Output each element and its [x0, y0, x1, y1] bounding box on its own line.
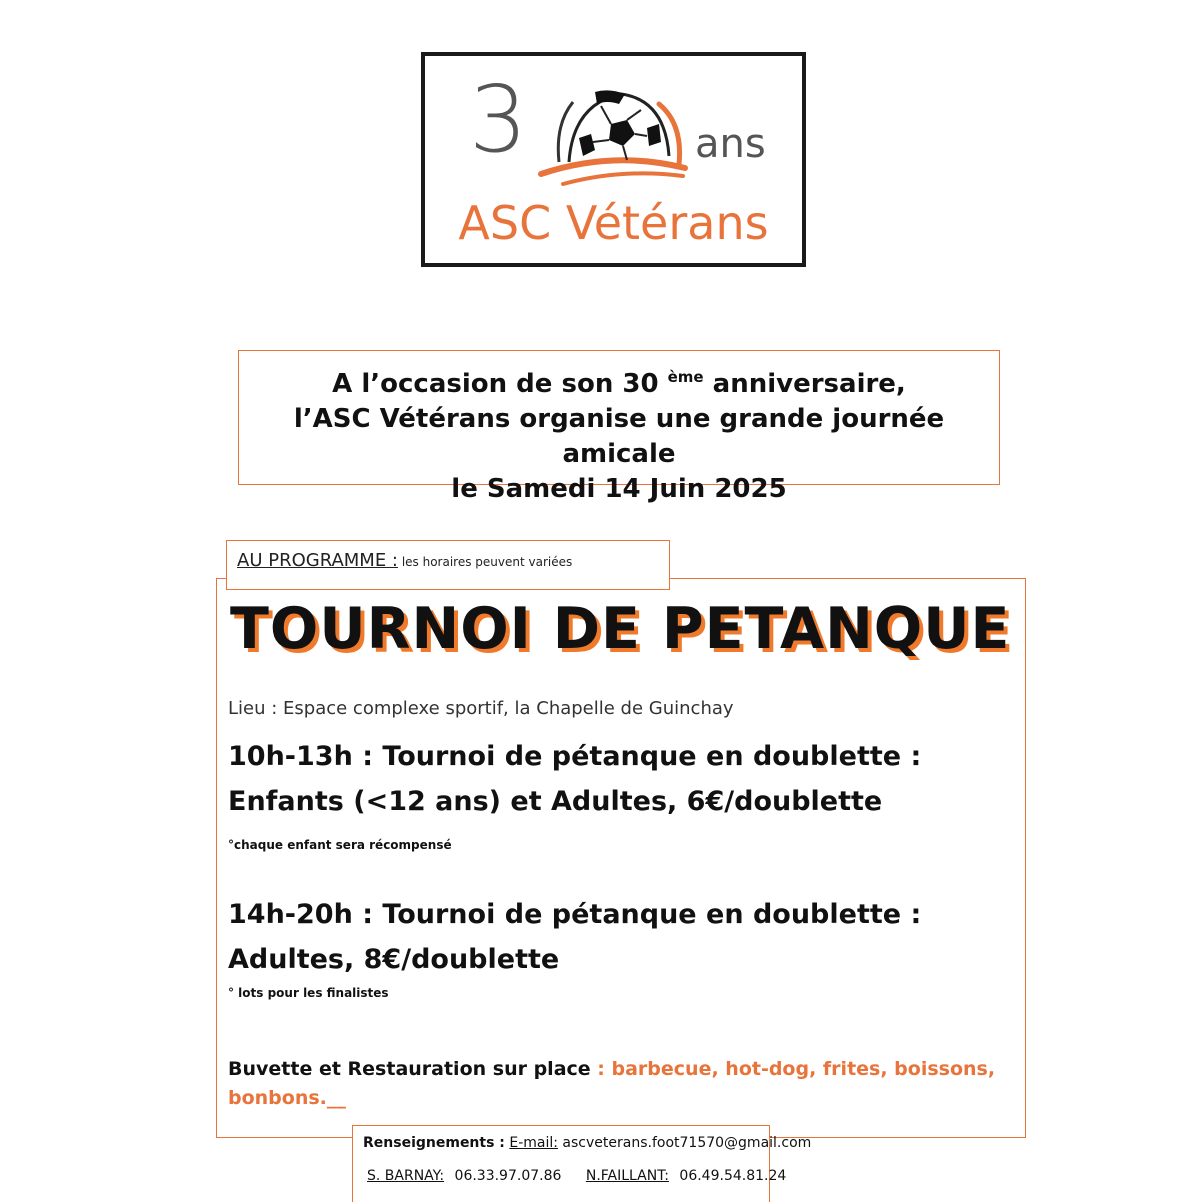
contact-box	[352, 1125, 812, 1202]
logo-number: 3	[469, 66, 526, 173]
intro-line-3: le Samedi 14 Juin 2025	[451, 474, 787, 504]
contact-person-1-name: S. BARNAY:	[367, 1168, 445, 1184]
program-label: AU PROGRAMME : les horaires peuvent variées	[226, 540, 670, 590]
intro-line-2: l’ASC Vétérans organise une grande journée amicale	[293, 404, 945, 469]
contact-person-2-name: N.FAILLANT:	[585, 1168, 669, 1184]
soccer-ball-icon	[533, 84, 693, 194]
event-title: TOURNOI DE PETANQUE	[230, 596, 1011, 662]
intro-line-1: A l’occasion de son 30 $^{ème}$ anniversaire,	[332, 368, 906, 399]
afternoon-note: ° lots pour les finalistes	[228, 986, 389, 1000]
contact-person-1-phone[interactable]: 06.33.97.07.86	[454, 1168, 562, 1184]
email-link[interactable]: ascveterans.foot71570@gmail.com	[557, 1135, 812, 1151]
email-label: E-mail:	[509, 1135, 558, 1151]
venue: Lieu : Espace complexe sportif, la Chapelle de Guinchay	[228, 698, 734, 719]
logo-name: ASC Vétérans	[458, 196, 769, 250]
morning-note: °chaque enfant sera récompensé	[228, 838, 452, 852]
food-info: Buvette et Restauration sur place : barbecue, hot-dog, frites, boissons, bonbons.__	[228, 1058, 996, 1109]
contact-person-2-phone[interactable]: 06.49.54.81.24	[679, 1168, 787, 1184]
afternoon-session: 14h-20h : Tournoi de pétanque en doublette : Adultes, 8€/doublette	[228, 899, 922, 975]
logo	[421, 52, 806, 267]
morning-session: 10h-13h : Tournoi de pétanque en doublette : Enfants (<12 ans) et Adultes, 6€/doublette	[228, 741, 922, 817]
contact-label: Renseignements :	[363, 1135, 505, 1151]
logo-suffix: ans	[695, 121, 766, 167]
program-box	[216, 578, 1026, 1138]
intro-announcement	[238, 350, 1000, 504]
